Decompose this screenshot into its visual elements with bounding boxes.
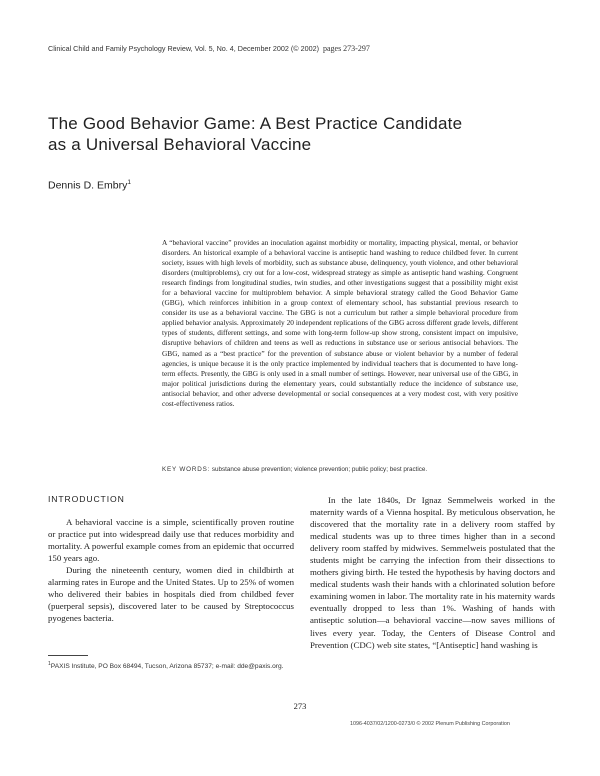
journal-header bbox=[48, 44, 370, 53]
footnote-text: PAXIS Institute, PO Box 68494, Tucson, Arizona 85737; e-mail: dde@paxis.org. bbox=[50, 663, 284, 671]
keywords-list: substance abuse prevention; violence prevention; public policy; best practice. bbox=[211, 466, 428, 473]
article-title bbox=[48, 113, 548, 155]
intro-paragraph-2: During the nineteenth century, women died in childbirth at alarming rates in Europe and the United States. Up to 25% of women who delivered their babies in hospitals died from childbed fever (puerperal sepsis), discovered later to be caused by Streptococcus pyogenes bacteria. bbox=[48, 565, 294, 624]
footnote-divider bbox=[48, 655, 88, 656]
abstract: A “behavioral vaccine” provides an inoculation against morbidity or mortality, impacting physical, mental, or behavior disorders. An historical example of a behavioral vaccine is antiseptic hand washing to reduce childbed fever. In current society, issues with high levels of morbidity, such as substance abuse, delinquency, youth violence, and other behavioral disorders (multiproblems), cry out for a low-cost, widespread strategy as simple as antiseptic hand washing. Congruent research findings from longitudinal studies, twin studies, and other investigations suggest that a possibility might exist for a behavioral vaccine for multiproblem behavior. A simple behavioral strategy called the Good Behavior Game (GBG), which reinforces inhibition in a group context of elementary school, has substantial previous research to consider its use as a behavioral vaccine. The GBG is not a curriculum but rather a simple behavioral procedure from applied behavior analysis. Approximately 20 independent replications of the GBG across different grade levels, different types of students, different settings, and some with long-term follow-up show strong, consistent impact on impulsive, disruptive behaviors of children and teens as well as reductions in substance use or serious antisocial behaviors. The GBG, named as a “best practice” for the prevention of substance abuse or violent behavior by a number of federal agencies, is unique because it is the only practice implemented by individual teachers that is documented to have long-term effects. Presently, the GBG is only used in a small number of settings. However, near universal use of the GBG, in major political jurisdictions during the elementary years, could substantially reduce the incidence of substance use, antisocial behavior, and other adverse developmental or social consequences at a very modest cost, with very positive cost-effectiveness ratios. bbox=[162, 238, 518, 408]
intro-paragraph-1: A behavioral vaccine is a simple, scientifically proven routine or practice put into widespread daily use that reduces morbidity and mortality. A powerful example comes from an epidemic that occurred 150 years ago. bbox=[48, 517, 294, 564]
page-range: pages 273-297 bbox=[322, 44, 370, 53]
page-number: 273 bbox=[293, 701, 307, 711]
publisher-line: 1096-4037/02/1200-0273/0 © 2002 Plenum Publishing Corporation bbox=[350, 721, 510, 727]
left-column bbox=[48, 494, 294, 624]
right-column bbox=[310, 494, 555, 651]
title-line-1: The Good Behavior Game: A Best Practice Candidate bbox=[48, 114, 463, 133]
title-line-2: as a Universal Behavioral Vaccine bbox=[48, 135, 312, 154]
author-name: Dennis D. Embry bbox=[48, 179, 128, 192]
keywords bbox=[162, 466, 522, 473]
footnote bbox=[48, 660, 288, 672]
intro-paragraph-3: In the late 1840s, Dr Ignaz Semmelweis worked in the maternity wards of a Vienna hospital. By meticulous observation, he discovered that the mortality rate in a delivery room staffed by medical students was up to three times higher than in a second delivery room staffed by midwives. Semmelweis postulated that the students might be carrying the infection from their dissections to mothers giving birth. He tested the hypothesis by having doctors and medical students wash their hands with a chlorinated solution before examining women in labor. The mortality rate in his maternity wards eventually dropped to less than 1%. Washing of hands with antiseptic solution—a behavioral vaccine—now saves millions of lives every year. Today, the Centers of Disease Control and Prevention (CDC) web site states, “[Antiseptic] hand washing is bbox=[310, 495, 555, 650]
author-byline bbox=[48, 179, 131, 192]
section-heading-introduction: INTRODUCTION bbox=[48, 494, 125, 504]
keywords-label: KEY WORDS: bbox=[162, 466, 211, 473]
footnote-mark: 1 bbox=[48, 661, 51, 667]
journal-citation: Clinical Child and Family Psychology Review, Vol. 5, No. 4, December 2002 (© 2002) bbox=[48, 44, 319, 53]
author-footnote-mark[interactable]: 1 bbox=[127, 179, 131, 186]
